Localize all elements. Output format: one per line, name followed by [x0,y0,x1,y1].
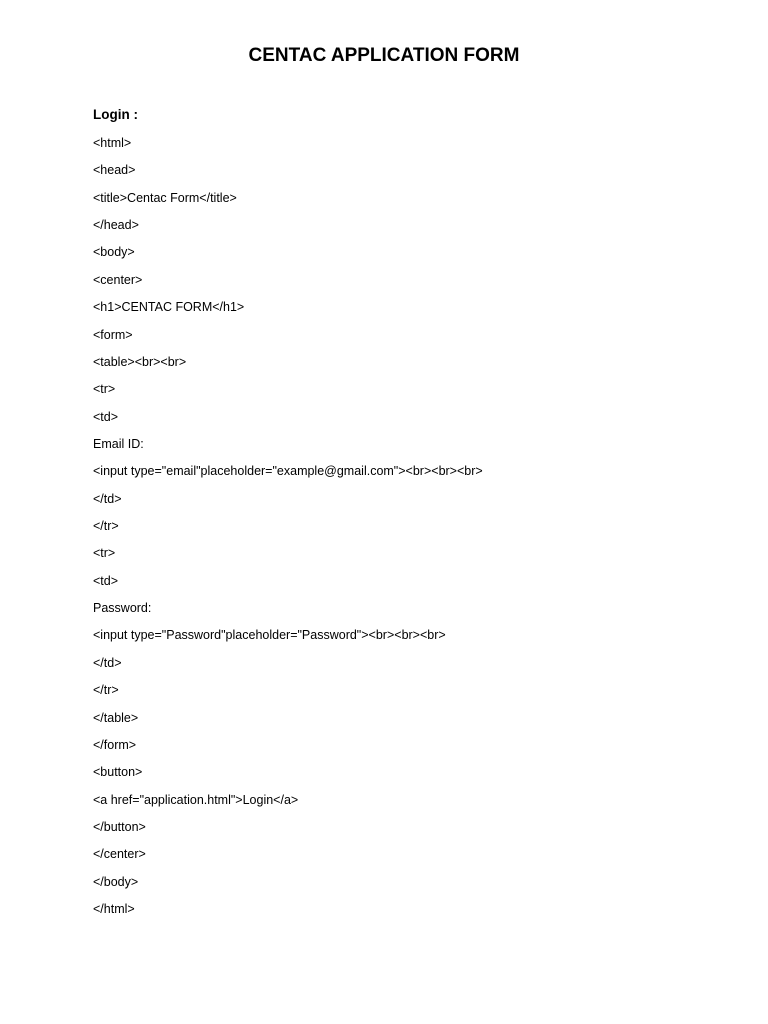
code-line: <table><br><br> [93,354,187,369]
code-line: <td> [93,573,119,588]
code-line: <tr> [93,382,116,397]
code-line: <body> [93,245,135,260]
code-line: <input type="email"placeholder="example@gmail.com"><br><br><br> [93,464,483,479]
code-line: <button> [93,765,143,780]
document-title: CENTAC APPLICATION FORM [248,45,520,66]
code-line: <input type="Password"placeholder="Password"><br><br><br> [93,628,446,643]
code-line: </center> [93,847,146,862]
code-line: </body> [93,874,139,889]
code-line: </button> [93,819,146,834]
code-line: </td> [93,491,122,506]
code-line: </td> [93,655,122,670]
code-line: <form> [93,327,133,342]
code-line: <a href="application.html">Login</a> [93,792,299,807]
code-line: </table> [93,710,139,725]
code-line: <title>Centac Form</title> [93,190,237,205]
code-line: <h1>CENTAC FORM</h1> [93,300,245,315]
code-line: Password: [93,601,152,616]
code-line: Email ID: [93,436,144,451]
code-line: <center> [93,272,143,287]
code-line: <td> [93,409,119,424]
code-line: <head> [93,163,136,178]
code-line: </form> [93,737,137,752]
code-listing [93,134,483,927]
code-line: </tr> [93,683,119,698]
code-line: </tr> [93,519,119,534]
code-line: </head> [93,218,139,233]
section-heading-login: Login : [93,107,138,122]
code-line: </html> [93,902,135,917]
code-line: <tr> [93,546,116,561]
code-line: <html> [93,136,132,150]
